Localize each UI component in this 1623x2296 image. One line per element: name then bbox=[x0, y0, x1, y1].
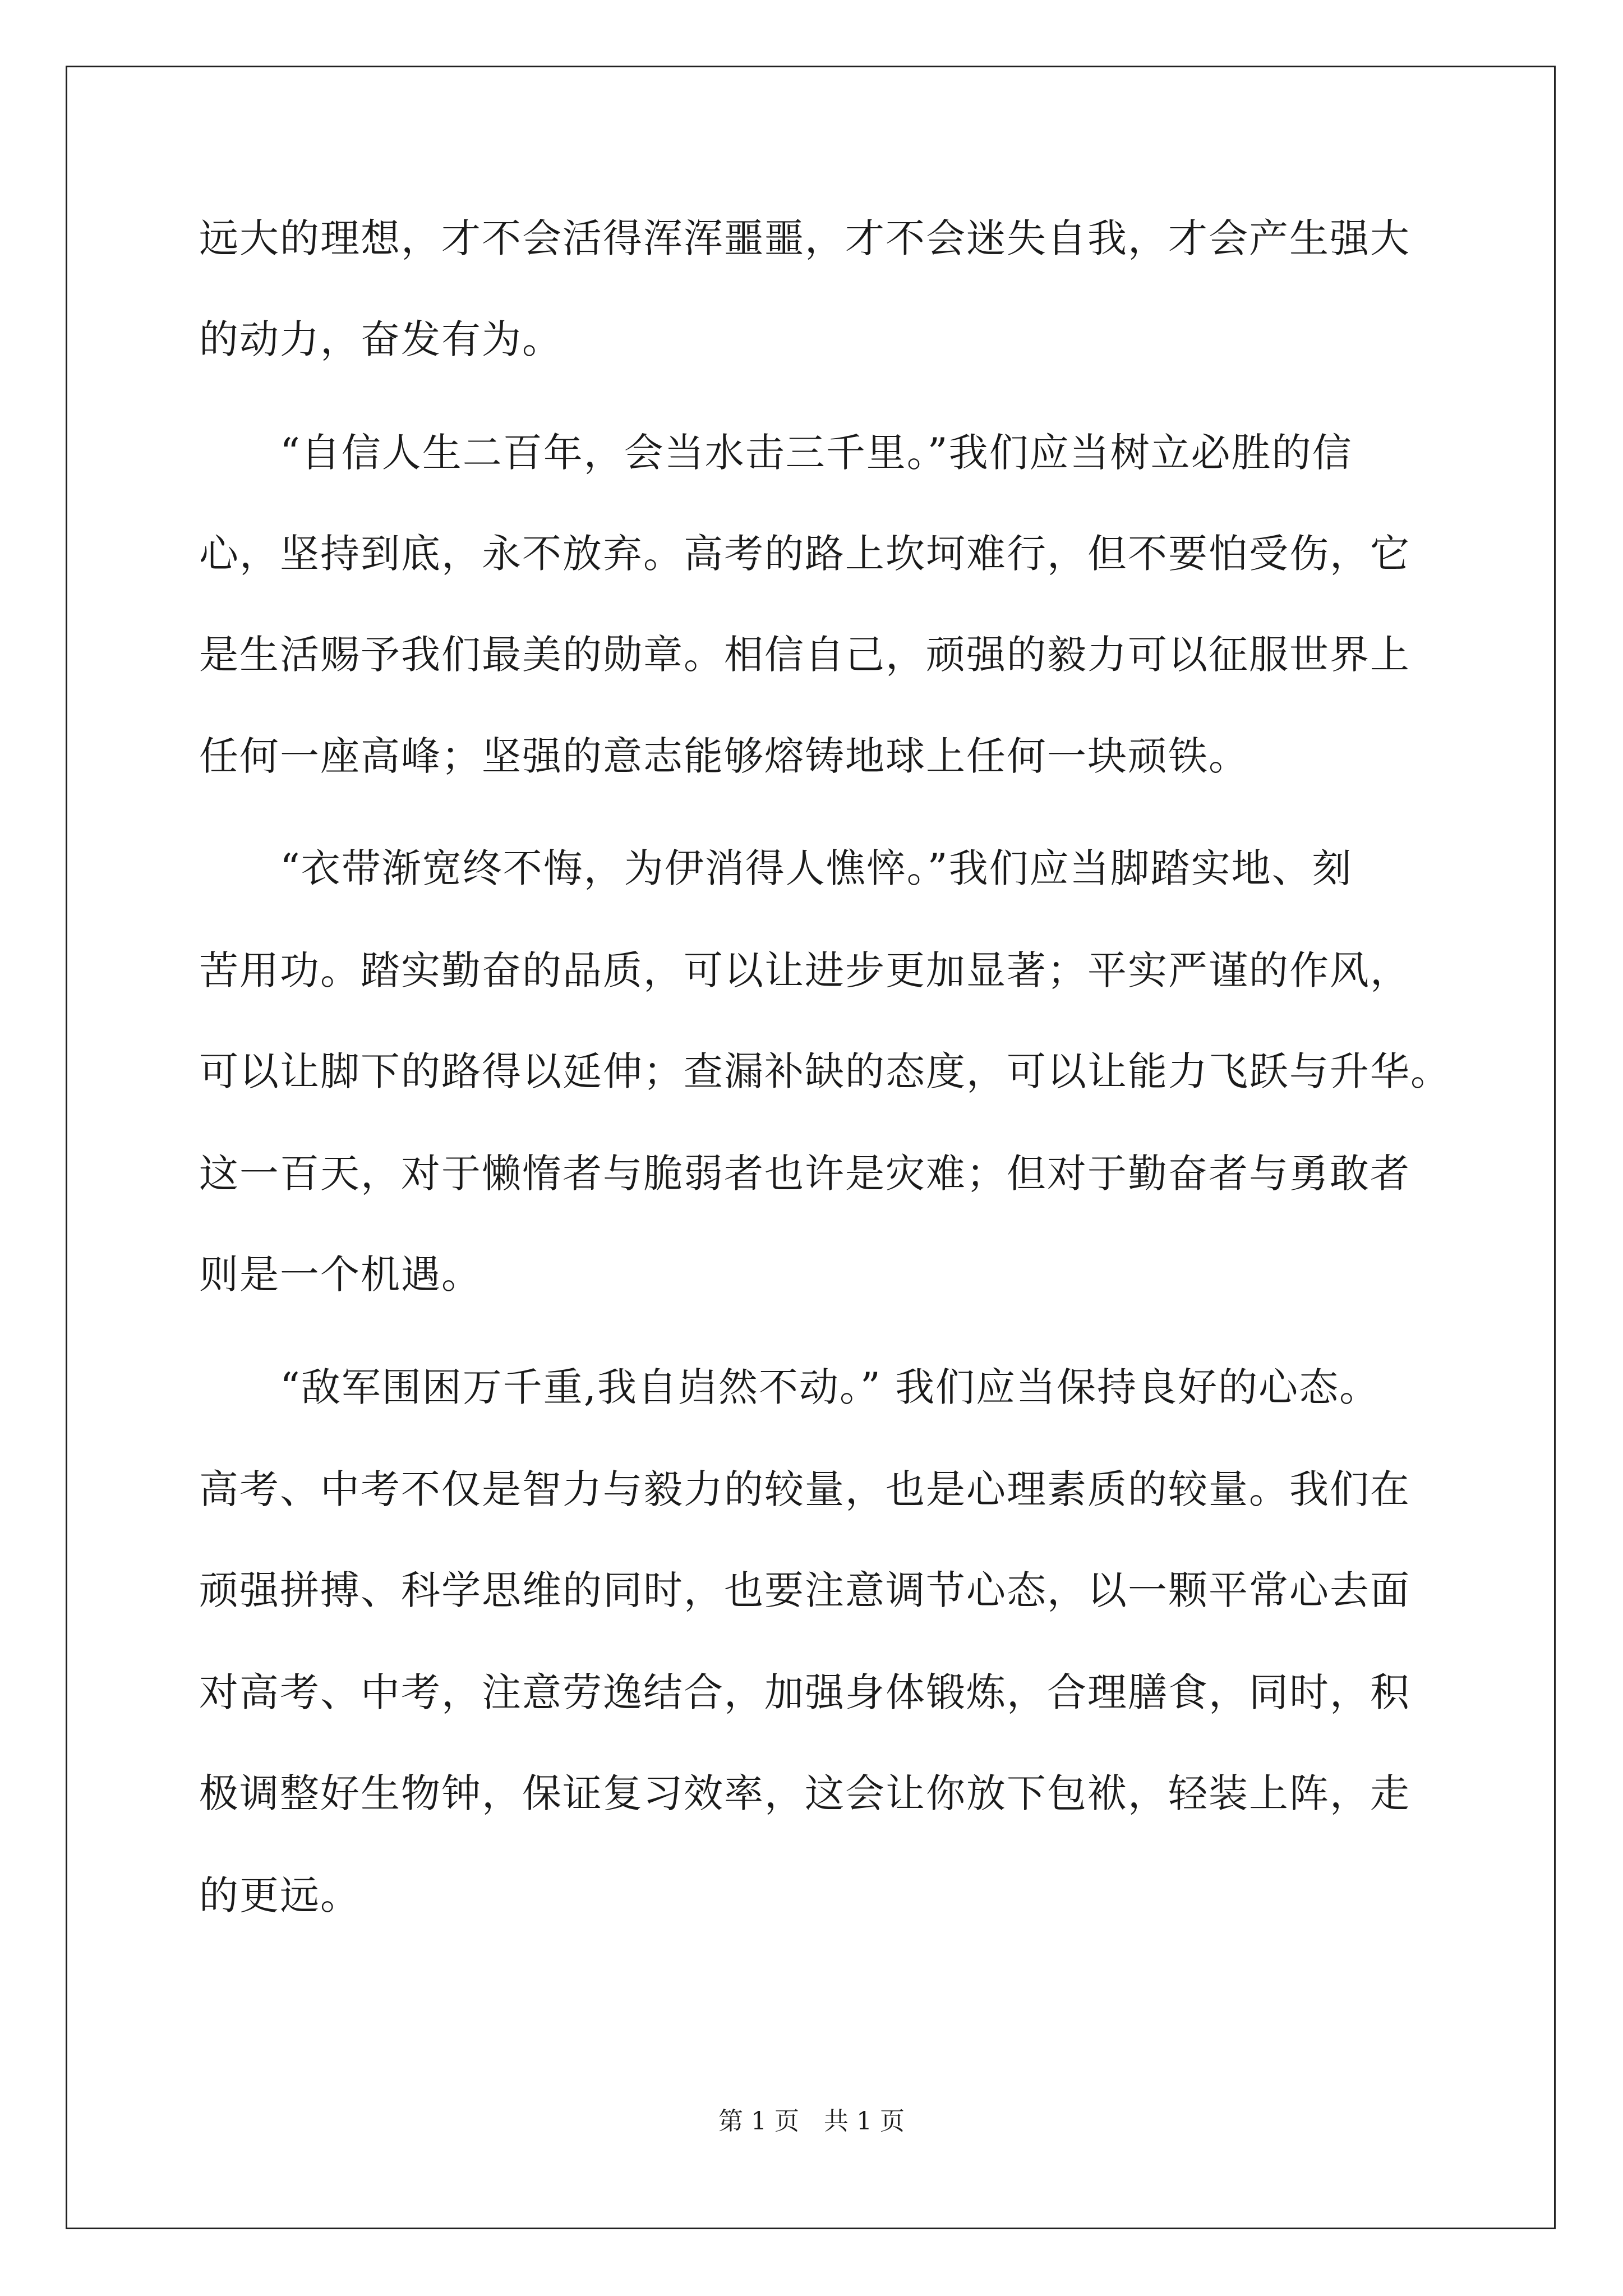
text-line: 任何一座高峰；坚强的意志能够熔铸地球上任何一块顽铁。 bbox=[199, 733, 1249, 779]
text-line: 是生活赐予我们最美的勋章。相信自己，顽强的毅力可以征服世界上 bbox=[199, 632, 1410, 678]
text-line: 远大的理想，才不会活得浑浑噩噩，才不会迷失自我，才会产生强大 bbox=[199, 215, 1410, 261]
text-line: 这一百天，对于懒惰者与脆弱者也许是灾难；但对于勤奋者与勇敢者 bbox=[199, 1151, 1410, 1197]
text-line: “自信人生二百年，会当水击三千里。”我们应当树立必胜的信 bbox=[199, 430, 1353, 476]
text-line: “敌军围困万千重,我自岿然不动。” 我们应当保持良好的心态。 bbox=[199, 1364, 1380, 1410]
text-line: 心，坚持到底，永不放弃。高考的路上坎坷难行，但不要怕受伤，它 bbox=[199, 531, 1410, 577]
text-line: 可以让脚下的路得以延伸；查漏补缺的态度，可以让能力飞跃与升华。 bbox=[199, 1048, 1451, 1094]
page-number-footer: 第 1 页 共 1 页 bbox=[718, 2107, 905, 2136]
text-line: 极调整好生物钟，保证复习效率，这会让你放下包袱，轻装上阵，走 bbox=[199, 1770, 1410, 1816]
text-line: “衣带渐宽终不悔，为伊消得人憔悴。”我们应当脚踏实地、刻 bbox=[199, 845, 1353, 891]
text-line: 则是一个机遇。 bbox=[199, 1251, 482, 1297]
text-line: 的更远。 bbox=[199, 1872, 361, 1918]
text-line: 苦用功。踏实勤奋的品质，可以让进步更加显著；平实严谨的作风， bbox=[199, 947, 1410, 993]
text-line: 高考、中考不仅是智力与毅力的较量，也是心理素质的较量。我们在 bbox=[199, 1466, 1410, 1512]
text-line: 的动力，奋发有为。 bbox=[199, 316, 562, 362]
text-line: 顽强拼搏、科学思维的同时，也要注意调节心态，以一颗平常心去面 bbox=[199, 1567, 1410, 1613]
text-line: 对高考、中考，注意劳逸结合，加强身体锻炼，合理膳食，同时，积 bbox=[199, 1669, 1410, 1715]
